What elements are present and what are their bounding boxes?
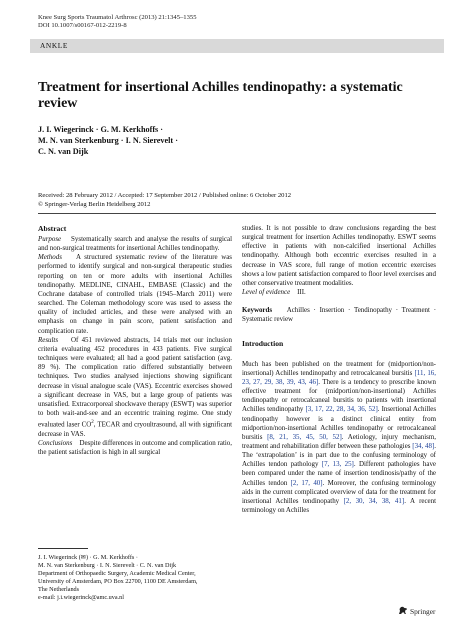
publication-dates [38,192,438,209]
citation-link[interactable]: [2, 30, 34, 38, 41] [343,496,405,505]
citation-link[interactable]: [8, 21, 35, 45, 50, 52] [267,432,342,441]
section-label: ANKLE [40,41,69,50]
purpose-text: Systematically search and analyse the results of surgical and non-surgical treatments for insertional Achilles tendinopathy. [38,235,232,253]
keywords-text: Achilles · Insertion · Tendinopathy · Treatment · Systematic review [242,306,437,324]
intro-text: . There is a tendency to prescribe known effective treatment for (midportion/non-insertional) Achilles tendinopathy or retrocalcaneal bursitis to patients with insertional Achilles tendinopathy [242,377,436,414]
purpose-label: Purpose [38,235,62,243]
abstract-conclusions [38,439,232,457]
publisher-name: Springer [410,607,436,616]
citation-link[interactable]: [7, 13, 25] [321,460,354,469]
journal-citation: Knee Surg Sports Traumatol Arthrosc (2013) 21:1345–1355 [38,14,197,21]
copyright-line: © Springer-Verlag Berlin Heidelberg 2012 [38,200,151,208]
intro-text: . Different pathologies have been compared under the name of insertion tendinosis/pathy of the Achilles tendon [242,460,436,487]
author-affiliation [38,554,232,601]
results-text: Of 451 reviewed abstracts, 14 trials met our inclusion criteria evaluating 452 procedures in 433 patients. Five surgical techniques were evaluated; all had a good patient satisfaction (avg. 89 %). The complication ratio differed substantially between techniques. Two studies analysed injections showing significant decrease in visual analogue scale (VAS). Eccentric exercises showed a significant decrease in VAS, but a large group of patients was unsatisfied. Extracorporeal shockwave therapy (ESWT) was superior to both wait-and-see and an eccentric training regime. One study evaluated laser CO [38,335,232,429]
abstract-methods [38,253,232,335]
right-column [242,224,436,515]
level-of-evidence-label: Level of evidence [242,288,291,297]
abstract-heading: Abstract [38,224,67,233]
keywords-label: Keywords [242,306,273,315]
methods-text: A structured systematic review of the literature was performed to identify surgical and non-surgical therapeutic studies reporting on ten or more adults with insertional Achilles tendinopathy. MEDLINE, CINAHL, EMBASE (Classic) and the Cochrane database of controlled trials (1945–March 2011) were searched. The Coleman methodology score was used to assess the quality of included articles, and these were analysed with an emphasis on change in pain score, patient satisfaction and complication rate. [38,253,233,335]
intro-text: . The ‘extrapolation’ is in part due to the confusing terminology of Achilles tendon pathology [242,441,437,469]
article-title: Treatment for insertional Achilles tendinopathy: a systematic review [38,80,403,111]
author-line: M. N. van Sterkenburg · I. N. Sierevelt · [38,136,178,145]
abstract-conclusions-cont [242,224,436,297]
conclusions-text-cont: studies. It is not possible to draw conclusions regarding the best surgical treatment for insertion Achilles tendinopathy. ESWT seems effective in patients with non-calcified insertional Achilles tendinopathy. Although both eccentric exercises resulted in a decrease in VAS score, full range of motion eccentric exercises shows a low patient satisfaction compared to floor level exercises and other conservative treatment modalities. [242,224,436,287]
intro-text: . Insertional Achilles tendinopathy however is a distinct clinical entity from midportion/non-insertional Achilles tendinopathy or retrocalcaneal bursitis [242,405,437,441]
citation-link[interactable]: [2, 17, 40] [290,478,323,487]
keywords [242,306,436,324]
results-text-cont: , TECAR and cryoultrasound, all with significant decrease in VAS. [38,420,232,438]
journal-header [38,14,197,30]
header-rule [38,213,436,214]
affiliation-line: Department of Orthopaedic Surgery, Academic Medical Center, [38,569,196,577]
left-column [38,224,232,457]
affiliation-line: The Netherlands [38,585,80,593]
doi: DOI 10.1007/s00167-012-2219-8 [38,22,127,29]
affiliation-line: J. I. Wiegerinck (✉) · G. M. Kerkhoffs · [38,554,138,561]
citation-link[interactable]: [34, 48] [412,441,435,450]
springer-horse-icon [398,606,408,617]
footnote-rule [38,548,88,549]
affiliation-line: M. N. van Sterkenburg · I. N. Sierevelt · C. N. van Dijk [38,561,177,569]
results-label: Results [38,335,59,344]
section-band [30,39,444,53]
intro-text: . Aetiology, injury mechanism, treatment and rehabilitation differ between these pathologies [242,432,437,450]
conclusions-text: Despite differences in outcome and complication ratio, the patient satisfaction is high in all surgical [38,438,232,456]
abstract-results [38,336,232,439]
publisher-mark [398,606,435,617]
citation-link[interactable]: [11, 16, 23, 27, 29, 38, 39, 43, 46] [242,368,436,386]
introduction-paragraph [242,360,436,516]
intro-text: . A recent terminology on Achilles [242,496,437,515]
affiliation-line: University of Amsterdam, PO Box 22700, 1100 DE Amsterdam, [38,577,198,585]
citation-link[interactable]: [3, 17, 22, 28, 34, 36, 52] [305,405,378,414]
conclusions-label: Conclusions [38,438,73,447]
abstract-purpose [38,235,232,253]
author-line: J. I. Wiegerinck · G. M. Kerkhoffs · [38,125,164,134]
author-line: C. N. van Dijk [38,147,89,156]
results-superscript: 2 [91,420,94,426]
author-email[interactable]: e-mail: j.i.wiegerinck@amc.uva.nl [38,593,124,601]
methods-label: Methods [38,253,62,262]
intro-text: . Moreover, the confusing terminology aids in the current complicated overview of data for the treatment for insertional Achilles tendinopathy [242,478,436,505]
dates-line: Received: 28 February 2012 / Accepted: 17 September 2012 / Published online: 6 October 2012 [38,192,292,199]
level-of-evidence: III. [297,288,306,297]
intro-text: Much has been published on the treatment for (midportion/non-insertional) Achilles tendinopathy and retrocalcaneal bursitis [242,359,436,377]
introduction-heading: Introduction [242,338,284,348]
author-list [38,124,338,157]
